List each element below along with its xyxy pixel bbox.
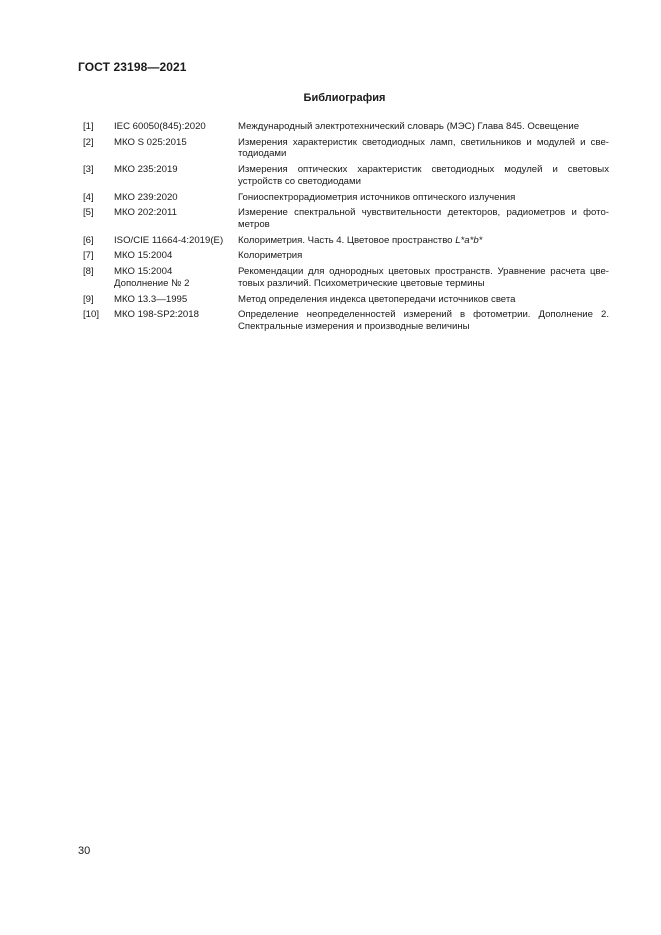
bibliography-entry bbox=[83, 137, 609, 160]
entry-description bbox=[238, 309, 609, 332]
entry-description bbox=[238, 192, 609, 204]
entry-description bbox=[238, 266, 609, 289]
entry-number: [4] bbox=[83, 191, 94, 203]
entry-description-text: Измерение спектральной чувствительности детекторов, радиометров и фото- bbox=[238, 207, 609, 219]
entry-description-line bbox=[238, 250, 609, 262]
entry-number: [8] bbox=[83, 266, 94, 278]
entry-description-line bbox=[238, 309, 609, 321]
entry-description bbox=[238, 164, 609, 187]
entry-code bbox=[114, 235, 238, 247]
entry-code bbox=[114, 207, 238, 230]
entry-code bbox=[114, 164, 238, 187]
entry-number: [6] bbox=[83, 234, 94, 246]
entry-description-line bbox=[238, 207, 609, 219]
entry-code-line: Дополнение № 2 bbox=[114, 277, 190, 289]
entry-code-line: МКО 239:2020 bbox=[114, 191, 178, 203]
bibliography-entry bbox=[83, 192, 609, 204]
entry-description-text: Определение неопределенностей измерений в фотометрии. Дополнение 2. bbox=[238, 309, 609, 321]
entry-description bbox=[238, 235, 609, 247]
entry-description-line bbox=[238, 294, 609, 306]
entry-code bbox=[114, 266, 238, 289]
entry-code-line: МКО 235:2019 bbox=[114, 164, 178, 176]
entry-code-line: МКО 15:2004 bbox=[114, 266, 173, 278]
entry-description-line bbox=[238, 164, 609, 176]
page-number: 30 bbox=[78, 845, 91, 857]
entry-code-line: IEC 60050(845):2020 bbox=[114, 121, 206, 132]
bibliography-entry bbox=[83, 309, 609, 332]
bibliography-entry bbox=[83, 121, 609, 133]
entry-description-line bbox=[238, 235, 609, 247]
bibliography-entry bbox=[83, 250, 609, 262]
entry-description-line bbox=[238, 321, 609, 333]
entry-code bbox=[114, 309, 238, 332]
section-title: Библиография bbox=[303, 92, 386, 104]
entry-description-text: Гониоспектрорадиометрия источников оптического излучения bbox=[238, 191, 516, 203]
entry-code bbox=[114, 121, 238, 133]
entry-description-line bbox=[238, 176, 609, 188]
entry-code bbox=[114, 192, 238, 204]
entry-description-text: Измерения оптических характеристик светодиодных модулей и световых bbox=[238, 164, 609, 176]
entry-code bbox=[114, 250, 238, 262]
entry-description-line bbox=[238, 137, 609, 149]
entry-description-line bbox=[238, 266, 609, 278]
entry-description-text: устройств со светодиодами bbox=[238, 175, 361, 187]
bibliography-entry bbox=[83, 164, 609, 187]
entry-description-text: Колориметрия bbox=[238, 250, 303, 262]
entry-description-line bbox=[238, 148, 609, 160]
entry-code bbox=[114, 137, 238, 160]
document-id: ГОСТ 23198—2021 bbox=[78, 60, 187, 74]
entry-description-line bbox=[238, 192, 609, 204]
entry-description-text: Рекомендации для однородных цветовых пространств. Уравнение расчета цве- bbox=[238, 266, 609, 278]
entry-description bbox=[238, 250, 609, 262]
entry-code-line: МКО 15:2004 bbox=[114, 250, 173, 262]
entry-description bbox=[238, 137, 609, 160]
entry-description-text: Метод определения индекса цветопередачи источников света bbox=[238, 293, 516, 305]
entry-description-text: Колориметрия. Часть 4. Цветовое пространство bbox=[238, 234, 453, 246]
entry-description-text: Международный электротехнический словарь (МЭС) Глава 845. Освещение bbox=[238, 121, 580, 132]
entry-code-line: МКО S 025:2015 bbox=[114, 136, 187, 148]
entry-number: [2] bbox=[83, 136, 94, 148]
bibliography-entry bbox=[83, 235, 609, 247]
entry-description-line bbox=[238, 278, 609, 290]
entry-description bbox=[238, 294, 609, 306]
entry-description-text: тодиодами bbox=[238, 148, 287, 160]
entry-number: [1] bbox=[83, 121, 94, 132]
entry-number: [10] bbox=[83, 309, 100, 321]
entry-description-line bbox=[238, 219, 609, 231]
entry-code-line: ISO/CIE 11664-4:2019(E) bbox=[114, 234, 224, 246]
entry-description bbox=[238, 207, 609, 230]
bibliography-list bbox=[83, 121, 609, 337]
entry-description-text: метров bbox=[238, 218, 270, 230]
bibliography-entry bbox=[83, 207, 609, 230]
entry-description-text: Измерения характеристик светодиодных ламп, светильников и модулей и све- bbox=[238, 136, 609, 148]
entry-code bbox=[114, 294, 238, 306]
entry-code-line: МКО 202:2011 bbox=[114, 207, 177, 219]
entry-code-line: МКО 13.3—1995 bbox=[114, 293, 188, 305]
entry-number: [7] bbox=[83, 250, 94, 262]
bibliography-entry bbox=[83, 266, 609, 289]
entry-italic-term: L*a*b* bbox=[455, 234, 483, 246]
entry-number: [3] bbox=[83, 164, 94, 176]
bibliography-entry bbox=[83, 294, 609, 306]
entry-description-text: Спектральные измерения и производные величины bbox=[238, 321, 470, 332]
entry-number: [5] bbox=[83, 207, 94, 219]
entry-number: [9] bbox=[83, 293, 94, 305]
entry-description bbox=[238, 121, 609, 133]
entry-code-line: МКО 198-SP2:2018 bbox=[114, 309, 199, 321]
entry-description-text: товых различий. Психометрические цветовые термины bbox=[238, 277, 485, 289]
entry-description-line bbox=[238, 121, 609, 133]
